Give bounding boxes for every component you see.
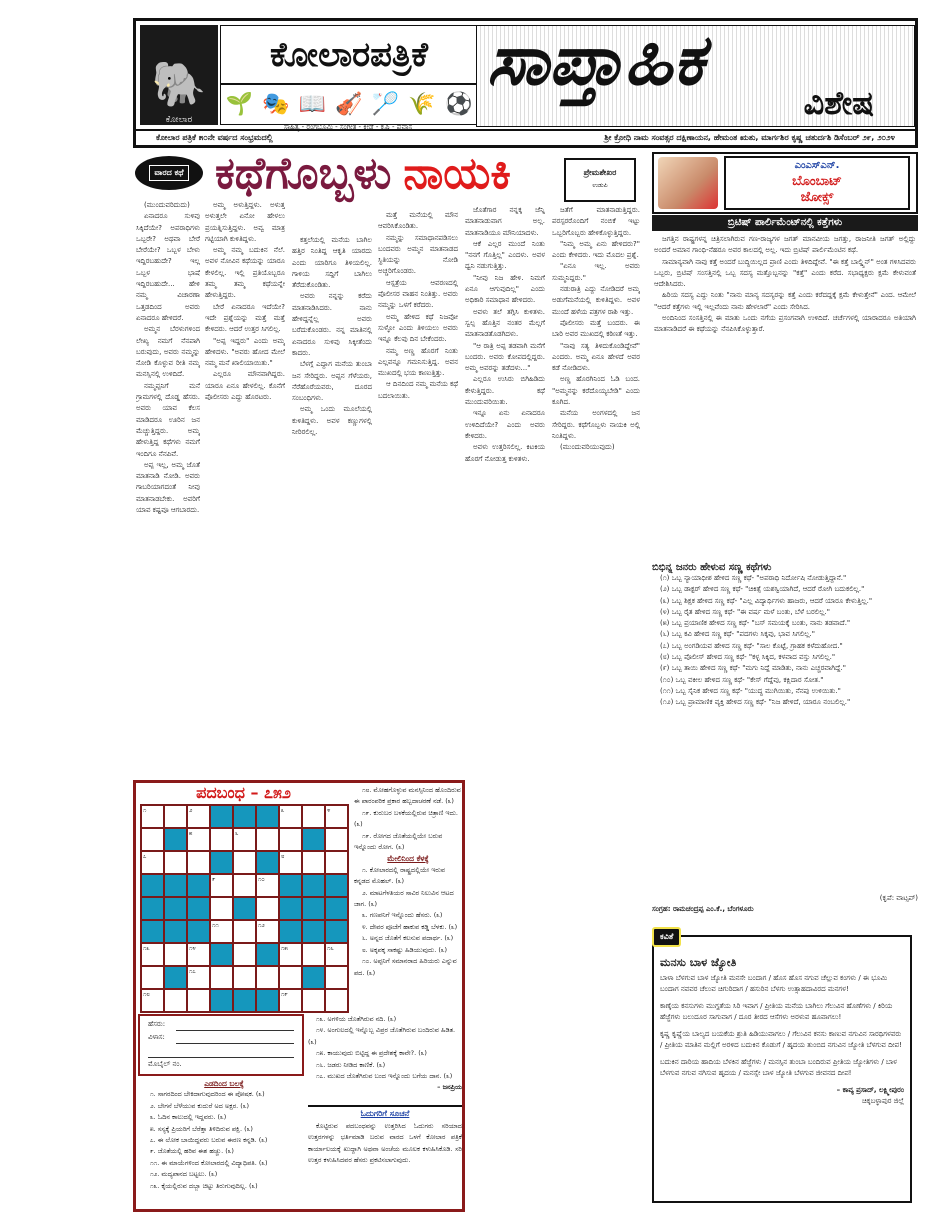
cartoon-box <box>652 152 918 214</box>
crossword-block <box>141 897 164 920</box>
crossword-cell[interactable] <box>141 966 164 989</box>
crossword-cell[interactable]: ೧೦ <box>256 874 279 897</box>
short-story-item: (೧೦) ಒಬ್ಬ ವಕೀಲ ಹೇಳಿದ ಸಣ್ಣ ಕಥೆ- "ಕೇಸ್ ಗೆದ್ದೆವು, ಕಕ್ಷಿದಾರ ಸೋತ." <box>660 675 824 684</box>
story-column-2 <box>205 200 285 775</box>
crossword-cell[interactable] <box>325 851 348 874</box>
crossword-cell[interactable]: ೧೮ <box>141 989 164 1012</box>
clue: ೧. ಸಾಗರದಿಂದ ಬೇಕಿದಾಗುವುದರಿಂದ ಈ ಪೋಷಕ. (೩) <box>150 1090 265 1099</box>
crossword-cell[interactable] <box>210 828 233 851</box>
crossword-cell[interactable] <box>210 966 233 989</box>
story-paragraph: ಮನೆಯ ಅಂಗಳದಲ್ಲಿ ಜನ ಸೇರಿದ್ದರು. ಕಥೆಗೊಬ್ಬಳು ನಾಯಕಿ ಅಲ್ಲಿ ನಿಂತಿದ್ದಳು. <box>552 409 640 440</box>
short-story-item: (೫) ಒಬ್ಬ ಪ್ರಯಾಣಿಕ ಹೇಳಿದ ಸಣ್ಣ ಕಥೆ- "ಬಸ್ ಸಮಯಕ್ಕೆ ಬಂತು, ನಾನು ತಡವಾದೆ." <box>660 619 851 628</box>
clue: ೧೨. ಮದ್ಯಪಾನದ ಬಟ್ಟಲು. (೩) <box>150 1170 218 1179</box>
cartoon-label-main: ಬೊಂಬಾಟ್ <box>792 174 842 189</box>
crossword-cell[interactable]: ೨ <box>187 805 210 828</box>
notice-text: ಕೊಟ್ಟಿರುವ ಪದಬಂಧವನ್ನು ಉತ್ತರಿಸಿದ ಓದುಗರು ಸರಿಯಾದ ಉತ್ತರಗಳನ್ನು ಭರ್ತಿಮಾಡಿ ಬರುವ ವಾರದ ಒಳಗೆ ಕೋಲಾರ ಪತ್ರಿಕೆ ಕಾರ್ಯಾಲಯಕ್ಕೆ ಖುದ್ದಾಗಿ ಅಥವಾ ಅಂಚೆಯ ಮೂಲಕ ಕಳುಹಿಸಿಕೊಡಿ. ಸರಿ ಉತ್ತರ ಕಳುಹಿಸಿದವರ ಹೆಸರು ಪ್ರಕಟಿಸಲಾಗುವುದು. <box>308 1122 462 1165</box>
crossword-cell[interactable]: ೧೫ <box>279 943 302 966</box>
story-paragraph: ಎಲ್ಲರೂ ಮೌನವಾಗಿದ್ದರು. ಯಾರೂ ಏನೂ ಹೇಳಲಿಲ್ಲ. ಕೊನೆಗೆ ಪೊಲೀಸರು ಎದ್ದು ಹೊರಟರು. <box>205 370 285 402</box>
clue: ೨. ಬೇಗನೆ ಬೆಳೆಯುವ ಕುದುರೆ ಅದ ಅಕ್ಷರ. (೩) <box>150 1101 250 1110</box>
clue: ೨. ಮಾಟಗೆಳತಿಯರ ಸಾವಿರ ನಿಲುವಿನ ಆಟದ ಜಾಗ. (೩) <box>354 888 454 909</box>
crossword-cell[interactable]: ೧ <box>141 805 164 828</box>
crossword-cell[interactable] <box>164 851 187 874</box>
story-paragraph: ಮತ್ತೆ ಮನೆಯಲ್ಲಿ ಮೌನ ಆವರಿಸಿಕೊಂಡಿತು. <box>378 211 458 231</box>
crossword-block <box>256 805 279 828</box>
crossword-cell[interactable]: ೬ <box>233 828 256 851</box>
notice-title: ಓದುಗರಿಗೆ ಸೂಚನೆ <box>360 1109 410 1118</box>
crossword-block <box>302 874 325 897</box>
supplement-title <box>476 25 915 127</box>
clue: ೩. ಗಣಪನಿಗೆ ಇನ್ನೊಂದು ಹೆಸರು. (೩) <box>362 911 443 920</box>
crossword-cell[interactable]: ೪ <box>325 805 348 828</box>
story-paragraph: "ಅಪ್ಪ ಇದ್ದರು" ಎಂದು ಅಮ್ಮ ಹೇಳಿದಳು. "ಅವರು ಹೋದ ಮೇಲೆ ನಮ್ಮ ಮನೆ ಖಾಲಿಯಾಯಿತು." <box>205 336 285 368</box>
short-story-item: (೬) ಒಬ್ಬ ಕವಿ ಹೇಳಿದ ಸಣ್ಣ ಕಥೆ- "ಪದಗಳು ಸಿಕ್ಕವು, ಭಾವ ಸಿಗಲಿಲ್ಲ." <box>660 630 815 639</box>
crossword-signature: – ಜನಪ್ರಿಯ <box>437 1083 462 1092</box>
crossword-block <box>302 828 325 851</box>
section-tag <box>135 156 203 190</box>
crossword-cell[interactable] <box>210 897 233 920</box>
crossword-block <box>210 989 233 1012</box>
short-stories-list <box>652 573 918 893</box>
short-story-item: (೭) ಒಬ್ಬ ಅಂಗಡಿಯವ ಹೇಳಿದ ಸಣ್ಣ ಕಥೆ- "ಸಾಲ ಕೊಟ್ಟೆ, ಗ್ರಾಹಕ ಕಳೆದುಹೋದ." <box>660 641 843 650</box>
crossword-cell[interactable] <box>233 851 256 874</box>
crossword-block <box>233 989 256 1012</box>
crossword-block <box>256 943 279 966</box>
author-place: ಉಡುಪಿ <box>592 182 608 189</box>
story-paragraph: "ನೀವು ನಿಜ ಹೇಳಿ. ನಿಮಗೆ ಏನೂ ಆಗುವುದಿಲ್ಲ" ಎಂದು ಅಧಿಕಾರಿ ಸಮಾಧಾನ ಹೇಳಿದರು. <box>465 273 545 305</box>
crossword-block <box>187 874 210 897</box>
crossword-section <box>133 780 465 1212</box>
story-paragraph: ಎಲ್ಲರೂ ಉಸಿರು ಬಿಗಿಹಿಡಿದು ಕೇಳುತ್ತಿದ್ದರು. ಕಥೆ ಮುಂದುವರಿಯಿತು. <box>465 375 545 407</box>
crossword-cell[interactable] <box>325 828 348 851</box>
across-clues-title: ಎಡದಿಂದ ಬಲಕ್ಕೆ <box>204 1079 244 1088</box>
crossword-cell[interactable] <box>279 828 302 851</box>
story-headline <box>215 148 512 199</box>
crossword-cell[interactable] <box>256 828 279 851</box>
arts-illustrations <box>220 83 478 125</box>
crossword-cell[interactable] <box>141 828 164 851</box>
anniversary-text: ಕೋಲಾರ ಪತ್ರಿಕೆ ೫೦ನೇ ವರ್ಷದ ಸಂಭ್ರಮದಲ್ಲಿ <box>156 133 273 142</box>
clue: ೫. ಸಸ್ಯಕ್ಕೆ ಪ್ರಿಯರಿಗೆ ಬೆರೆತ್ತಾ ತಿಳಿದಿರುವ ಪಕ್ಷಿ. (೩) <box>150 1124 253 1133</box>
divider <box>308 1105 462 1107</box>
reader-notice <box>308 1105 462 1209</box>
crossword-block <box>141 920 164 943</box>
down-clues <box>354 785 462 1011</box>
crossword-cell[interactable]: ೫ <box>187 828 210 851</box>
article-paragraph: ಹಿರಿಯ ಸದಸ್ಯ ಎದ್ದು ನಿಂತು "ನಾನು ಮಾನ್ಯ ಸದಸ್ಯರನ್ನು ಕತ್ತೆ ಎಂದು ಕರೆದದ್ದಕ್ಕೆ ಕ್ಷಮೆ ಕೇಳುತ್ತೇನೆ" ಎಂದ. ಆಮೇಲೆ "ಆದರೆ ಕತ್ತೆಗಳು ಇಲ್ಲಿ ಇಲ್ಲವೆಂದು ನಾನು ಹೇಳಲಾರೆ" ಎಂದು ಸೇರಿಸಿದ. <box>654 291 916 311</box>
poem-author-place: ಚಿಕ್ಕಬಳ್ಳಾಪುರ ಜಿಲ್ಲೆ <box>862 1097 904 1105</box>
crossword-cell[interactable] <box>256 897 279 920</box>
story-paragraph: ಆಕೆ ಎಲ್ಲರ ಮುಂದೆ ನಿಂತು "ನನಗೆ ಗೊತ್ತಿಲ್ಲ" ಎಂದಳು. ಅವಳ ಧ್ವನಿ ನಡುಗುತ್ತಿತ್ತು. <box>465 239 545 271</box>
book-icon: 📖 <box>298 91 327 117</box>
crossword-cell[interactable]: ೧೬ <box>325 943 348 966</box>
story-paragraph: ಪೊಲೀಸರು ಮತ್ತೆ ಬಂದರು. ಈ ಬಾರಿ ಅವರ ಮುಖದಲ್ಲಿ ಕಠಿಣತೆ ಇತ್ತು. <box>552 318 640 339</box>
crossword-cell[interactable] <box>325 966 348 989</box>
cartoon-title <box>724 156 910 210</box>
crossword-block <box>164 828 187 851</box>
crossword-cell[interactable] <box>302 805 325 828</box>
crossword-block <box>279 920 302 943</box>
crossword-cell[interactable] <box>325 989 348 1012</box>
short-story-item: (೪) ಒಬ್ಬ ರೈತ ಹೇಳಿದ ಸಣ್ಣ ಕಥೆ- "ಈ ವರ್ಷ ಮಳೆ ಬಂತು, ಬೆಳೆ ಬರಲಿಲ್ಲ." <box>660 607 830 616</box>
crossword-block <box>164 897 187 920</box>
clue: ೧೮. ಮೋಹಗೊಳ್ಳುವ ಮನಸ್ಸಿನಿಂದ ಹೊಂದಿರುವ ಈ ಪಾರಂಪರಿಕ ಪ್ರಕಾರ ಹಬ್ಬದಾಚರಣೆ ನಡೆ. (೩) <box>354 786 461 806</box>
story-column-4 <box>378 210 458 775</box>
crossword-block <box>187 897 210 920</box>
crossword-cell[interactable] <box>164 805 187 828</box>
clue: ೪. ದೇವರ ಪೂಜೆಗೆ ಹಾಕುವ ಕಡ್ಡಿ ಬೆಳಕು. (೩) <box>362 922 458 931</box>
plant-icon: 🌱 <box>225 91 253 117</box>
crossword-cell[interactable] <box>187 851 210 874</box>
poem-stanzas <box>660 973 904 1080</box>
crossword-block <box>233 805 256 828</box>
crossword-block <box>210 805 233 828</box>
clue: ೧. ಕೋಲಾರದಲ್ಲಿ ರಾಷ್ಟ್ರದಲ್ಲಿಯೇ ಇರುವ ಕನ್ನಡದ ಮೊಹಲ್. (೩) <box>354 865 446 886</box>
clue: ೧೬. ಜಡರು ನೀಡಿದ ಕಾಣಿಕೆ. (೩) <box>316 1060 386 1069</box>
clue: ೧೦. ಅಪ್ಪನಿಗೆ ಸಮಾನರಾದ ಹಿರಿಯರು ಎನ್ನುವ ಪದ. (೩) <box>354 957 457 977</box>
story-paragraph: ಕತ್ತಲೆಯಲ್ಲಿ ಮನೆಯ ಬಾಗಿಲ ಹತ್ತಿರ ನಿಂತಿದ್ದ ಆಕೃತಿ ಯಾರದು ಎಂದು ಯಾರಿಗೂ ತಿಳಿಯಲಿಲ್ಲ. ಗಾಳಿಯ ಸದ್ದಿಗೆ ಬಾಗಿಲು ತೆರೆದುಕೊಂಡಿತು. <box>292 236 372 290</box>
crossword-block <box>164 874 187 897</box>
clue: ೬. ಅನ್ನದ ಜೊತೆಗೆ ಕಲಸುವ ಪದಾರ್ಥ. (೩) <box>362 934 454 943</box>
short-story-item: (೧) ಒಬ್ಬ ನ್ಯಾಯಾಧೀಶ ಹೇಳಿದ ಸಣ್ಣ ಕಥೆ- "ಅಪರಾಧಿ ನಿರ್ದೋಷಿ ನೋಡುತ್ತಿದ್ದಾನೆ." <box>660 574 847 582</box>
short-story-item: (೮) ಒಬ್ಬ ಪೊಲೀಸ್ ಹೇಳಿದ ಸಣ್ಣ ಕಥೆ- "ಕಳ್ಳ ಸಿಕ್ಕಿದ, ಕಳವಾದ ವಸ್ತು ಸಿಗಲಿಲ್ಲ." <box>660 653 836 662</box>
story-paragraph: ಅಮ್ಮ ನಮ್ಮ ಬದುಕಿನ ನೆಲೆ. ಅವಳ ನೋವಿನ ಕಥೆಯನ್ನು ಯಾರೂ ಕೇಳಲಿಲ್ಲ. ಇಲ್ಲಿ ಪ್ರತಿಯೊಬ್ಬರೂ ತಮ್ಮ ತಮ್ಮ ಕಥೆಯನ್ನೇ ಹೇಳುತ್ತಿದ್ದರು. <box>205 246 285 300</box>
crossword-cell[interactable]: ೧೩ <box>141 943 164 966</box>
crossword-block <box>210 943 233 966</box>
story-paragraph: ಅಮ್ಮ ಒಂದು ಮೂಲೆಯಲ್ಲಿ ಕುಳಿತಿದ್ದಳು. ಅವಳ ಕಣ್ಣುಗಳಲ್ಲಿ ನೀರಿರಲಿಲ್ಲ. <box>292 405 372 437</box>
short-story-item: (೨) ಒಬ್ಬ ಡಾಕ್ಟರ್ ಹೇಳಿದ ಸಣ್ಣ ಕಥೆ- "ಚಿಕಿತ್ಸೆ ಯಶಸ್ವಿಯಾಗಿದೆ, ಆದರೆ ರೋಗಿ ಬದುಕಲಿಲ್ಲ." <box>660 585 865 594</box>
elephant-icon: 🐘 <box>151 59 207 110</box>
story-paragraph: ಇನ್ನೂ ಏನು ಏನಾದರೂ ಉಳಿದಿದೆಯೇ? ಎಂದು ಅವರು ಕೇಳಿದರು. <box>465 409 545 440</box>
story-paragraph: ಏನಾದರೂ ಸುಳಿವು ಸಿಕ್ಕಿದೆಯೇ? ಅಪರಾಧಿಗಳು ಒಬ್ಬರೇ? ಅಥವಾ ಬೇರೆ ಬೇರೆಯೇ? ಒಬ್ಬಳ ಬೇಳು ಇದ್ದಿರಬಹುದೇ? ಇಲ್ಲ ಒಬ್ಬಳ ಭಾಷೆ ಇದ್ದಿರಬಹುದೇ... ಹೇಳಿ ನಮ್ಮ ವಿಚಾರಣಾ ಒತ್ತಡದಿಂದ ಅವರು ಏನಾದರೂ ಹೇಳಿದರೆ. <box>136 212 200 322</box>
article-paragraph: ಅಂದಿನಿಂದ ಸಂಸತ್ತಿನಲ್ಲಿ ಈ ಮಾತು ಒಂದು ನಗೆಯ ಪ್ರಸಂಗವಾಗಿ ಉಳಿದಿದೆ. ಚರ್ಚೆಗಳಲ್ಲಿ ಯಾರಾದರೂ ಅತಿಯಾಗಿ ಮಾತನಾಡಿದರೆ ಈ ಕಥೆಯನ್ನು ನೆನಪಿಸಿಕೊಳ್ಳುತ್ತಾರೆ. <box>654 314 916 334</box>
crossword-cell[interactable]: ೧೭ <box>187 966 210 989</box>
supplement-sub: ವಿಶೇಷ <box>803 84 874 122</box>
clue: ೧೯. ರೋಗದ ಜೊತೆಯಲ್ಲಿಯೇ ಬರುವ ಇನ್ನೊಂದು ರೋಗ. (೩) <box>354 831 443 852</box>
crossword-cell[interactable] <box>302 851 325 874</box>
poem-stanza: ಬದುಕಿನ ದಾರಿಯ ಹಾದಿಯ ಬೆಳಕಿನ ಹೆಜ್ಜೆಗಳು / ಮನಸ್ಸಿನ ತುಂಬಾ ಬಂದಿರುವ ಪ್ರೀತಿಯ ಜ್ಯೋತಿಗಳು / ಬಾಳ ಬೆಳಗುವ ನಗುವ ನಗಿಸುವ ಹೃದಯ / ಮನಸ್ಸೇ ಬಾಳ ಜ್ಯೋತಿ ಬೆಳಗುವ ಜೀವನದ ದೀಪ! <box>660 1057 897 1077</box>
short-story-item: (೧೨) ಒಬ್ಬ ಪ್ರಾಮಾಣಿಕ ವ್ಯಕ್ತಿ ಹೇಳಿದ ಸಣ್ಣ ಕಥೆ- "ನಿಜ ಹೇಳಿದೆ, ಯಾರೂ ನಂಬಲಿಲ್ಲ." <box>660 698 851 707</box>
crossword-title: ಪದಬಂಧ – ೭೫೨ <box>196 783 291 802</box>
entry-form <box>138 1014 304 1076</box>
crossword-cell[interactable]: ೧೨ <box>256 920 279 943</box>
crossword-cell[interactable]: ೮ <box>279 851 302 874</box>
racket-icon: 🏸 <box>371 91 400 117</box>
short-story-item: (೩) ಒಬ್ಬ ಶಿಕ್ಷಕ ಹೇಳಿದ ಸಣ್ಣ ಕಥೆ- "ಎಲ್ಲ ವಿದ್ಯಾರ್ಥಿಗಳು ಹಾಜರು, ಆದರೆ ಯಾರೂ ಕೇಳುತ್ತಿಲ್ಲ." <box>660 596 873 605</box>
story-paragraph: "ಏನೂ ಇಲ್ಲ. ಅವರು ಸುಮ್ಮನಿದ್ದರು." <box>552 262 640 282</box>
clue: ೭. ಈ ಲೋಕ ಬಾಯಿದ್ದವರು ಬರುವ ಈರಣ ಕನ್ನಡಿ. (೩) <box>150 1136 268 1145</box>
crossword-block <box>302 897 325 920</box>
crossword-cell[interactable] <box>164 989 187 1012</box>
name-label: ಹೆಸರು: <box>148 1020 166 1028</box>
story-paragraph: ಬೆಳಗ್ಗೆ ಎದ್ದಾಗ ಮನೆಯ ತುಂಬಾ ಜನ ಸೇರಿದ್ದರು. ಅಪ್ಪನ ಗೆಳೆಯರು, ನೆರೆಹೊರೆಯವರು, ದೂರದ ಸಂಬಂಧಿಗಳು. <box>292 360 372 403</box>
elephant-logo <box>140 25 218 125</box>
story-column-5 <box>465 205 545 1210</box>
story-paragraph: "ನಿಮ್ಮ ಅಮ್ಮ ಏನು ಹೇಳಿದರು?" ಎಂದು ಕೇಳಿದರು. ಇದು ಮೊದಲ ಪ್ರಶ್ನೆ. <box>552 239 640 260</box>
clue: ೧೭. ಮುಖದ ಜೊತೆಗಿರುವ ಬಂದ ಇನ್ನೊಂದು ಬಗೆಯ ದಾನ. (೩) <box>316 1072 453 1081</box>
story-paragraph: ಅವರು ನನ್ನನ್ನು ಕರೆದು ಮಾತನಾಡಿಸಿದರು. ನಾನು ಹೇಳಿದ್ದನ್ನೆಲ್ಲ ಅವರು ಬರೆದುಕೊಂಡರು. ನನ್ನ ಮಾತಿನಲ್ಲಿ ಏನಾದರೂ ಸುಳಿವು ಸಿಕ್ಕೀತೆಂದು ಕಾದರು. <box>292 292 372 357</box>
crossword-block <box>325 897 348 920</box>
story-paragraph: ಅವಳು ಉತ್ತರಿಸಲಿಲ್ಲ. ಕಿಟಕಿಯ ಹೊರಗೆ ನೋಡುತ್ತ ಕುಳಿತಳು. <box>465 443 545 463</box>
article-paragraph: ಜಗತ್ತಿನ ರಾಷ್ಟ್ರಗಳನ್ನ ಚಿತ್ರಿಸಲಾಗಿರುವ ಗಣ-ರಾಜ್ಯಗಳ ಜಗತ್ ಮಾನವೀಯ ಜಗತ್ತು, ರಾಜನೀತಿ ಜಗತ್ ಅಲ್ಲಿದ್ದು ಅಂದರೆ ಅಮಾನ ಗಾಂಧಿ-ನೆಹರೂ ಅವರ ಕಾಲದಲ್ಲಿ ಅಲ್ಲ. ಇದು ಬ್ರಿಟಿಷ್ ಪಾರ್ಲಿಮೆಂಟಿನ ಕಥೆ. <box>654 235 916 255</box>
story-paragraph: ಅಮ್ಮನ ಬೆರಳುಗಳಿಂದ ಲೇಖ್ಯ ನಮಗೆ ನೆನಪಾಗಿ ಬರುವುದು, ಅವರು ನಮ್ಮನ್ನು ನೋಡಿ ಕೊಳ್ಳುವ ರೀತಿ ನಮ್ಮ ಮನಸ್ಸಿನಲ್ಲಿ ಉಳಿದಿದೆ. <box>136 325 200 379</box>
headline-part2: ನಾಯಕಿ <box>403 148 512 199</box>
crossword-cell[interactable]: ೩ <box>279 805 302 828</box>
crossword-block <box>164 920 187 943</box>
poem-stanza: ಬಾಳಾ ಬೆಳಗುವ ಬಾಳ ಜ್ಯೋತಿ ಮನಸೇ ಬಂದಾಗ / ಹೊಸ ಹೊಸ ನಗುವ ಚೆಲ್ಲುವ ಕಂಗಳು / ಈ ಭೂಮಿ ಬಂದಾಗ ನವವರ ಚೆಲುವ ಚಿಗುರಿದಾಗ / ಹಸುರಿನ ಬೆಳಗು ಉತ್ಸಾಹದಾವಿರದ ಮನಗಳ! <box>660 973 888 993</box>
crossword-cell[interactable] <box>233 920 256 943</box>
crossword-cell[interactable] <box>233 943 256 966</box>
address-label: ವಿಳಾಸ: <box>148 1033 165 1041</box>
section-tag-label: ವಾರದ ಕಥೆ <box>149 165 188 181</box>
crossword-block <box>256 989 279 1012</box>
down-clues-title: ಮೇಲಿನಿಂದ ಕೆಳಕ್ಕೆ <box>387 854 429 864</box>
crossword-block <box>233 897 256 920</box>
short-stories-title: ಬಿಭಿನ್ನ ಜನರು ಹೇಳುವ ಸಣ್ಣ ಕಥೆಗಳು <box>652 562 772 573</box>
crossword-cell[interactable]: ೭ <box>141 851 164 874</box>
headline-part1: ಕಥೆಗೊಬ್ಬಳು <box>215 148 392 199</box>
crossword-block <box>302 966 325 989</box>
crossword-cell[interactable] <box>233 966 256 989</box>
short-stories <box>652 562 918 934</box>
name-field[interactable] <box>148 1020 294 1031</box>
poem-tag: ಕವಿತೆ <box>652 927 681 947</box>
mobile-field[interactable] <box>148 1060 294 1069</box>
crossword-block <box>325 874 348 897</box>
clue: ೧೩. ಅಗಳಿಯ ಜೊತೆಗಿರುವ ನದಿ. (೩) <box>316 1015 397 1023</box>
clue: ೧೩. ಕೈಯಲ್ಲಿರುವ ದಬ್ಬಾ ಚಿಟ್ಟು ತಿರುಗುವುದಿಲ್ಲ. (೩) <box>150 1181 258 1190</box>
veena-icon: 🎻 <box>335 91 363 117</box>
crossword-block <box>187 920 210 943</box>
story-paragraph: ಆಸ್ಪತ್ರೆಯ ಆವರಣದಲ್ಲಿ ಪೊಲೀಸರ ವಾಹನ ನಿಂತಿತ್ತು. ಅವರು ನಮ್ಮನ್ನು ಒಳಗೆ ಕರೆದರು. <box>378 278 458 310</box>
story-paragraph: (ಮುಂದುವರಿಯುವುದು) <box>560 443 615 452</box>
logo-caption: ಕೋಲಾರ <box>165 115 193 125</box>
story-paragraph: ನಮ್ಮನ್ನು ಸಮಾಧಾನಪಡಿಸಲು ಬಂದವರು ಅಮ್ಮನ ಮಾತನಾಡದ ಸ್ಥಿತಿಯನ್ನು ನೋಡಿ ಅಚ್ಚರಿಗೊಂಡರು. <box>378 233 458 276</box>
story-paragraph: "ನಾವು ಸತ್ಯ ತಿಳಿದುಕೊಂಡಿದ್ದೇವೆ" ಎಂದರು. ಅಮ್ಮ ಏನೂ ಹೇಳದೆ ಅವರ ಕಡೆ ನೋಡಿದಳು. <box>552 341 640 373</box>
crossword-grid <box>140 804 349 1013</box>
masthead-strip <box>136 129 915 145</box>
masthead <box>133 18 918 148</box>
crossword-cell[interactable] <box>164 943 187 966</box>
article-paragraph: ಸಾಮಾನ್ಯವಾಗಿ ನಾವು ಕತ್ತೆ ಅಂದರೆ ಬುದ್ಧಿಯಿಲ್ಲದ ಪ್ರಾಣಿ ಎಂದು ತಿಳಿದಿದ್ದೇವೆ. "ಈ ಕತ್ತೆ ಬಾಲ್ಡ್ವಿನ್" ಅಂತ ಗಳಿಸಿದವರು ಒಬ್ಬರು, ಬ್ರಿಟಿಷ್ ಸಂಸತ್ತಿನಲ್ಲಿ ಒಬ್ಬ ಸದಸ್ಯ ಮತ್ತೊಬ್ಬನನ್ನು "ಕತ್ತೆ" ಎಂದು ಕರೆದ. ಸಭಾಧ್ಯಕ್ಷರು ಕ್ಷಮೆ ಕೇಳುವಂತೆ ಆದೇಶಿಸಿದರು. <box>654 257 916 289</box>
clue: ೮. ಅಕ್ಕಪಕ್ಕ ಸಾಕಷ್ಟು ಹಿಡಿಯುವುದು. (೩) <box>362 945 448 954</box>
clue: ೩. ಓದಿನ ಕಾಲುದಲ್ಲಿ ಇದ್ದವರು. (೩) <box>150 1113 227 1122</box>
ball-icon: ⚽ <box>444 91 473 117</box>
story-paragraph: ಜೊತೆಗಾರ ನನ್ನಕ್ಕ ಜೆನ್ನಿ ಮಾತನಾಡುವಾಗ ಅಲ್ಲ. ಮಾತನಾಡಿಯೂ ಮೌನಿಯಾದಳು. <box>465 206 545 237</box>
story-column-3 <box>292 235 372 775</box>
crossword-block <box>141 874 164 897</box>
author-name: ಪ್ರೇಮಶೇಖರ <box>583 168 617 177</box>
poem-box <box>652 932 912 1203</box>
crossword-block <box>210 851 233 874</box>
clue: ೧೯. ಕುರುಬರ ಬಳಕೆಯಲ್ಲಿರುವ ಚಿತ್ರಾಣಿ ಇದು. (೩) <box>354 808 458 829</box>
across-clues <box>142 1078 306 1208</box>
crossword-block <box>256 851 279 874</box>
story-paragraph: ಅವಳು ತಲೆ ತಗ್ಗಿಸಿ ಕುಳಿತಳು. ಸ್ವಲ್ಪ ಹೊತ್ತಿನ ನಂತರ ಮೆಲ್ಲಗೆ ಮಾತನಾಡತೊಡಗಿದಳು. <box>465 307 545 339</box>
crossword-cell[interactable]: ೧೧ <box>210 920 233 943</box>
cartoon-label-sub: ಜೋಕ್ಸ್ <box>800 190 834 205</box>
author-box <box>564 158 636 202</box>
theatre-masks-icon: 🎭 <box>262 91 290 117</box>
crossword-block <box>325 920 348 943</box>
story-paragraph: ನಮ್ಮ ಅಣ್ಣ ಹೊರಗೆ ನಿಂತು ಎಲ್ಲವನ್ನೂ ಗಮನಿಸುತ್ತಿದ್ದ. ಅವನ ಮುಖದಲ್ಲಿ ಭಯ ಕಾಣುತ್ತಿತ್ತು. <box>378 346 458 378</box>
story-paragraph: ಅಮ್ಮ ಅಳುತ್ತಿದ್ದಳು. ಅಳುತ್ತ ಅಳುತ್ತಲೇ ಏನೋ ಹೇಳಲು ಪ್ರಯತ್ನಿಸುತ್ತಿದ್ದಳು. ಅವ್ವ ಮಾತ್ರ ಗಟ್ಟಿಯಾಗಿ ಕುಳಿತಿದ್ದಳು. <box>205 201 285 243</box>
poem-stanza: ಕೃಷ್ಣ ಕೃಷ್ಣೆಯ ಬಾಲ್ಯದ ಬಯಕೆಯ ಶ್ರುತಿ ಹಿಡಿಯುವಾಗಲು / ಗೆಲುವಿನ ಕನಸು ಕಾಣುವ ನಗುವಿನ ಸಾರಥಿಗಳವರು / ಪ್ರೀತಿಯ ಮಾತಿನ ಮಲ್ಲಿಗೆ ಅರಳಿದ ಬದುಕಿನ ಕೊಡುಗೆ / ಹೃದಯ ತುಂಬಿದ ನಗುವಿನ ಜ್ಯೋತಿ ಬೆಳಗುವ ದೀಪ! <box>660 1029 902 1049</box>
short-story-item: (೧೧) ಒಬ್ಬ ಸೈನಿಕ ಹೇಳಿದ ಸಣ್ಣ ಕಥೆ- "ಯುದ್ಧ ಮುಗಿಯಿತು, ನೆನಪು ಉಳಿಯಿತು." <box>660 686 841 695</box>
story-paragraph: ನಡುರಾತ್ರಿ ಎದ್ದು ನೋಡಿದರೆ ಅಮ್ಮ ಅಡುಗೆಮನೆಯಲ್ಲಿ ಕುಳಿತಿದ್ದಳು. ಅವಳ ಮುಂದೆ ಹಳೆಯ ಪತ್ರಗಳ ರಾಶಿ ಇತ್ತು. <box>552 285 640 316</box>
clue: ೧೧. ಈ ಮಾಯೆಗಳಿಂದ ಕೋಲಾರದಲ್ಲಿ ವಿದ್ಯಾಧಿಪತಿ. (೩) <box>150 1158 268 1167</box>
crossword-cell[interactable] <box>233 874 256 897</box>
tagline: ಸಾಹಿತ್ಯ - ರಂಗಭೂಮಿ - ಸಂಗೀತ - ಕ್ರೀಡೆ - ಕೃಷಿ - ಪ್ರವಾಸ <box>283 123 413 131</box>
poem-author: – ಕಾವ್ಯ ಪ್ರಸಾದ್, ಲಕ್ಷ್ಮೀಪುರಂ <box>836 1085 904 1094</box>
story-paragraph: ಬೇರೆ ಏನಾದರೂ ಇದೆಯೇ? ಇದೇ ಪ್ರಶ್ನೆಯನ್ನು ಮತ್ತೆ ಮತ್ತೆ ಕೇಳಿದರು. ಆದರೆ ಉತ್ತರ ಸಿಗಲಿಲ್ಲ. <box>205 302 285 334</box>
address-line[interactable] <box>148 1046 294 1058</box>
crossword-cell[interactable]: ೧೪ <box>187 943 210 966</box>
crossword-cell[interactable]: ೯ <box>210 874 233 897</box>
crossword-block <box>279 874 302 897</box>
crop-icon: 🌾 <box>408 91 436 117</box>
crossword-cell[interactable] <box>302 943 325 966</box>
cartoon-label-top: ಎಂಎಸ್‌ಎನ್. <box>794 160 840 171</box>
story-paragraph: ಅಣ್ಣ ಹೊರಗಿನಿಂದ ಓಡಿ ಬಂದ. "ಅಮ್ಮನನ್ನು ಕರೆದೊಯ್ಯಬೇಡಿ" ಎಂದು ಕೂಗಿದ. <box>552 375 640 407</box>
crossword-block <box>279 897 302 920</box>
short-stories-credit: (ಕೃಪೆ: ವಾಟ್ಸಪ್) <box>879 894 918 902</box>
story-column-6 <box>552 205 640 1210</box>
crossword-cell[interactable]: ೧೯ <box>279 989 302 1012</box>
crossword-cell[interactable] <box>302 989 325 1012</box>
clue: ೯. ಜೊತೆಯಲ್ಲಿ ಹರಿವ ಈಶ ಹಚ್ಚು. (೩) <box>150 1147 234 1156</box>
clue: ೧೫. ಕಾಯುವುದು ಬಿಟ್ಟಿದ್ದ ಈ ಪ್ರದೇಶಕ್ಕೆ ಕಾವೇ?. (೩) <box>316 1049 427 1058</box>
poem-stanza: ಕಾಣ್ಕೆಯ ಕನಸುಗಳು ಮುಗ್ದತೆಯ ಸಿರಿ ಇವಾಗ / ಪ್ರೀತಿಯ ಮನೆಯ ಬಾಗಿಲು ಗೆಲುವಿನ ಹೊಣೆಗಳು / ಕಿರಿಯ ಹೆಜ್ಜೆಗಳು ಬಲುದೂರ ಸಾಗುವಾಗ / ದೂರ ತೀರದ ಆಸೆಗಳು ಅರಳುವ ಹೂವಾಗಲು! <box>660 1001 893 1021</box>
story-column-1 <box>136 200 200 775</box>
story-paragraph: ನಮ್ಮಪ್ಪನಿಗೆ ಮನೆ ಗ್ರಾಮಗಳಲ್ಲಿ ದೊಡ್ಡ ಹೆಸರು. ಅವರು ಯಾವ ಕೆಲಸ ಮಾಡಿದರೂ ಊರಿನ ಜನ ಮೆಚ್ಚುತ್ತಿದ್ದರು. ಅಮ್ಮ ಹೇಳುತ್ತಿದ್ದ ಕಥೆಗಳು ನಮಗೆ ಇಂದಿಗೂ ನೆನಪಿವೆ. <box>136 381 200 458</box>
crossword-block <box>164 966 187 989</box>
crossword-cell[interactable] <box>279 966 302 989</box>
clue: ೧೪. ಅಂಗುಲದಲ್ಲಿ ಇನ್ನೊಬ್ಬ ವಿಪ್ರರ ಜೊತೆಗಿರುವ ಬಂದಿರುವ ಹಿಡಿತ. (೩) <box>308 1026 456 1046</box>
supplement-name: ಸಾಪ್ತಾಹಿಕ <box>487 25 704 101</box>
crossword-block <box>302 920 325 943</box>
mobile-label: ಮೊಬೈಲ್ ನಂ. <box>148 1060 182 1068</box>
story-paragraph: ಅಮ್ಮ ಹೇಳಿದ ಕಥೆ ನಿಜವೋ ಸುಳ್ಳೋ ಎಂದು ತಿಳಿಯಲು ಅವರು ಇನ್ನೂ ಕೆಲವು ದಿನ ಬೇಕೆಂದರು. <box>378 312 458 344</box>
paper-name: ಕೋಲಾರಪತ್ರಿಕೆ <box>220 25 478 85</box>
address-field[interactable] <box>148 1033 294 1044</box>
story-paragraph: (ಮುಂದುವರಿದುದು) <box>144 201 190 209</box>
dateline: ಶ್ರೀ ಕ್ರೋಧಿ ನಾಮ ಸಂವತ್ಸರ ದಕ್ಷಿಣಾಯನ, ಹೇಮಂತ ಋತು, ಮಾರ್ಗಶಿರ ಕೃಷ್ಣ ಚತುರ್ದಶಿ ಡಿಸೆಂಬರ್ ೨೯, ೨೦೨೪ <box>604 133 895 142</box>
story-paragraph: ಆ ದಿನದಿಂದ ನಮ್ಮ ಮನೆಯ ಕಥೆ ಬದಲಾಯಿತು. <box>378 380 458 400</box>
article-title: ಬ್ರಿಟಿಷ್ ಪಾರ್ಲಿಮೆಂಟ್‌ನಲ್ಲಿ ಕತ್ತೆಗಳು <box>652 215 918 231</box>
short-story-item: (೯) ಒಬ್ಬ ತಾಯಿ ಹೇಳಿದ ಸಣ್ಣ ಕಥೆ- "ಮಗು ನಿದ್ದೆ ಮಾಡಿತು, ನಾನು ಎಚ್ಚರವಾಗಿದ್ದೆ." <box>660 664 846 673</box>
right-article-body <box>654 234 916 560</box>
caricature-image <box>658 157 718 209</box>
crossword-cell[interactable] <box>187 989 210 1012</box>
story-paragraph: "ಆ ರಾತ್ರಿ ಅಪ್ಪ ತಡವಾಗಿ ಮನೆಗೆ ಬಂದರು. ಅವರು ಕೋಪದಲ್ಲಿದ್ದರು. ಅಮ್ಮ ಅವರನ್ನು ತಡೆದಳು..." <box>465 341 545 373</box>
crossword-cell[interactable] <box>256 966 279 989</box>
extra-clues <box>308 1014 462 1104</box>
story-paragraph: ಅಪ್ಪ ಇಲ್ಲ, ಅಮ್ಮ ಜೊತೆ ಮಾತನಾಡಿ ನೋಡಿ. ಅವರು ಗಾಬರಿಯಾಗದಂತೆ ನೀವು ಮಾತನಾಡಬೇಕು. ಅವರಿಗೆ ಯಾವ ಕಷ್ಟವೂ ಆಗಬಾರದು. <box>136 460 200 515</box>
story-paragraph: ಜತೆಗೆ ಮಾತನಾಡುತ್ತಿದ್ದರು. ಪರಸ್ಪರರೊಂದಿಗೆ ನಂಬಿಕೆ ಇಟ್ಟು ಒಬ್ಬರಿಗೊಬ್ಬರು ಹೇಳಿಕೊಳ್ಳುತ್ತಿದ್ದರು. <box>552 206 640 237</box>
poem-title: ಮನಸು ಬಾಳ ಜ್ಯೋತಿ <box>660 956 737 969</box>
short-stories-sender: ಸಂಗ್ರಹ: ರಾಮಚಂದ್ರಪ್ಪ ಎಂ.ಕೆ., ಬೆಂಗಳೂರು <box>652 905 754 914</box>
